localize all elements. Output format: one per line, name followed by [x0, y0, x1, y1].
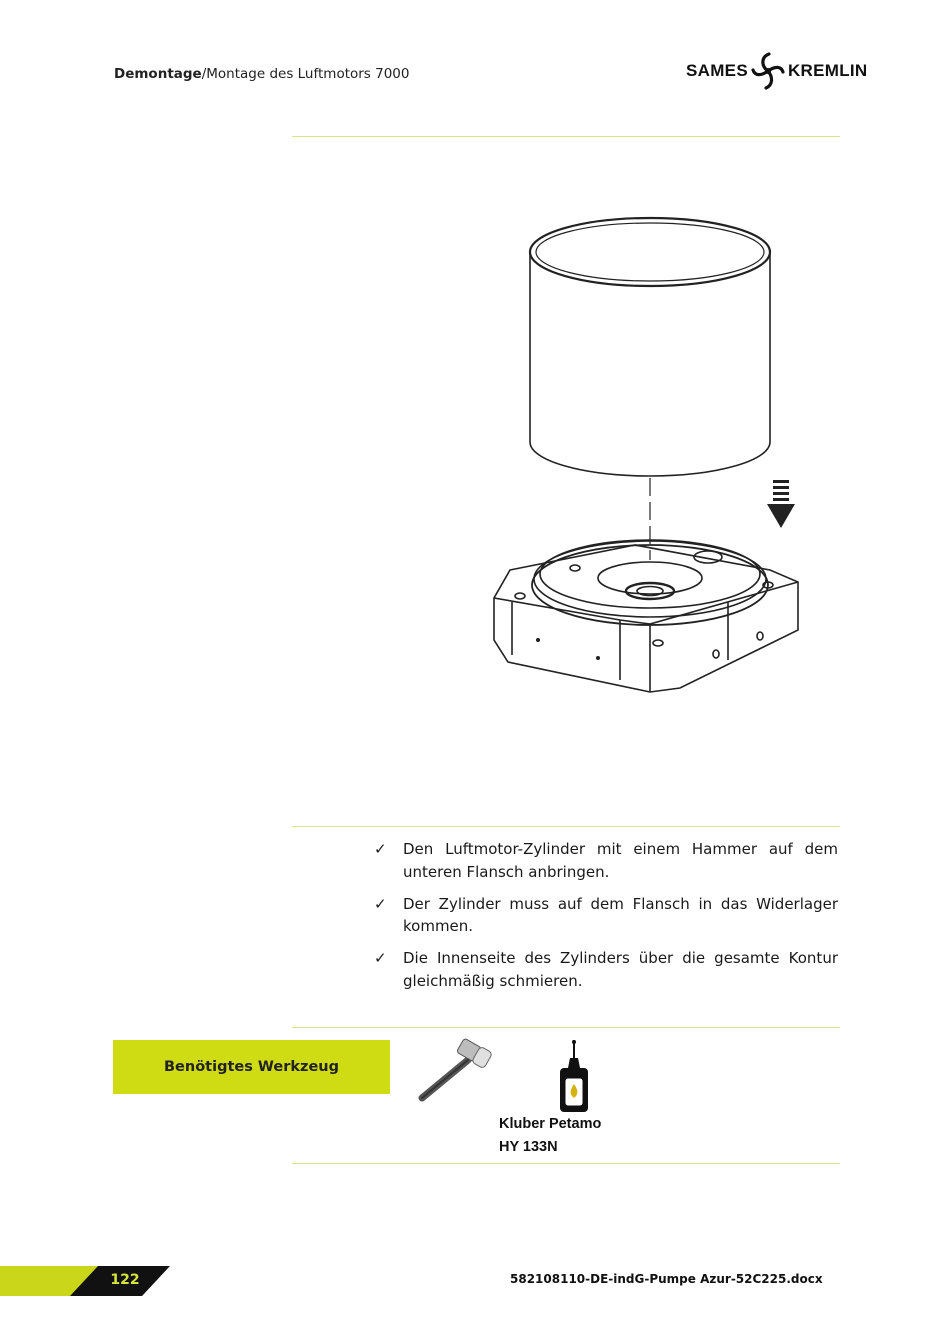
check-icon: ✓: [374, 840, 387, 858]
lubricant-caption: [499, 1113, 601, 1159]
tools-label-text: Benötigtes Werkzeug: [164, 1059, 339, 1075]
check-icon: ✓: [374, 894, 387, 913]
oil-bottle-icon: [556, 1038, 592, 1114]
logo-text-right: KREMLIN: [787, 61, 868, 80]
rule-steps-top: [292, 826, 840, 827]
document-filename: 582108110-DE-indG-Pumpe Azur-52C225.docx: [510, 1272, 823, 1286]
lubricant-line1: Kluber Petamo: [499, 1116, 602, 1132]
page-title: [114, 66, 410, 82]
step-item: [374, 947, 838, 992]
page-title-rest: /Montage des Luftmotors 7000: [201, 66, 410, 82]
instruction-steps: [374, 838, 838, 1002]
hammer-icon: [410, 1038, 500, 1108]
step-text: Der Zylinder muss auf dem Flansch in das Widerlager kommen.: [403, 894, 838, 935]
step-text: Den Luftmotor-Zylinder mit einem Hammer auf dem unteren Flansch anbringen.: [403, 840, 838, 881]
step-item: [374, 893, 838, 938]
page-title-bold: Demontage: [114, 66, 202, 82]
rule-top: [292, 136, 840, 137]
check-icon: ✓: [374, 949, 387, 967]
cylinder-assembly-illustration: [480, 210, 810, 700]
step-item: [374, 838, 838, 883]
rule-tools-top: [292, 1027, 840, 1028]
lubricant-line2: HY 133N: [499, 1139, 558, 1155]
rule-tools-bottom: [292, 1163, 840, 1164]
step-text: Die Innenseite des Zylinders über die gesamte Kontur gleichmäßig schmieren.: [403, 949, 838, 990]
brand-logo: [686, 50, 891, 92]
logo-text-left: SAMES: [686, 61, 748, 80]
page-number: 122: [110, 1272, 140, 1288]
tools-label: [113, 1040, 390, 1094]
logo-swirl-icon: [751, 52, 785, 90]
